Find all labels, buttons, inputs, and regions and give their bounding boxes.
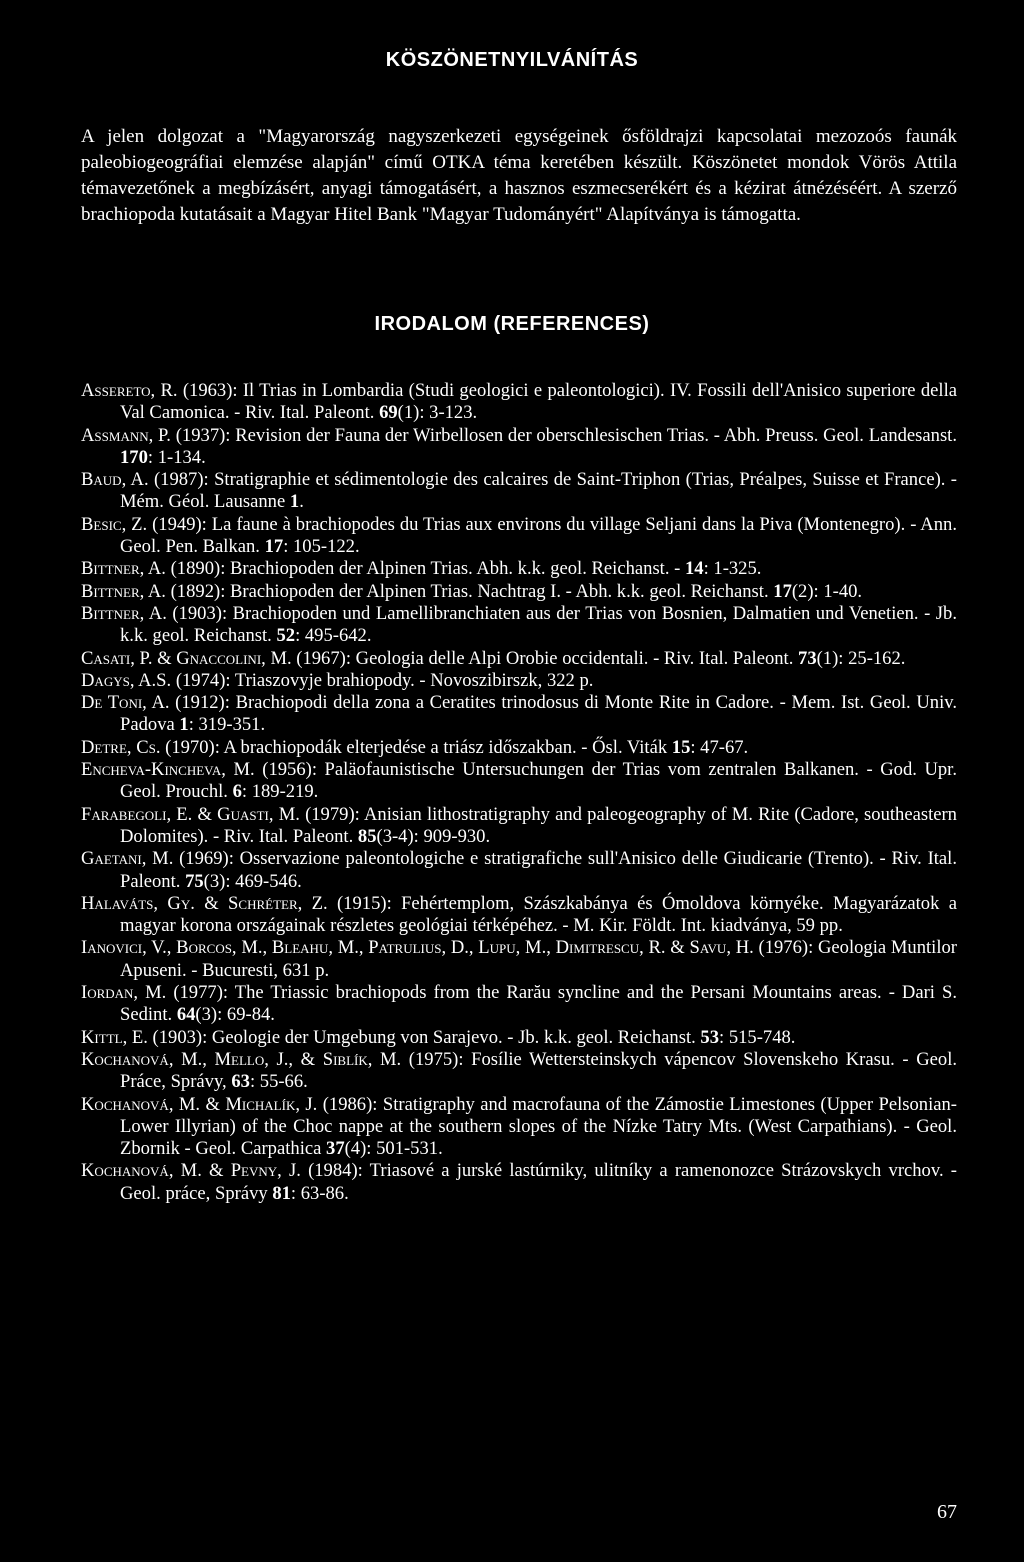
reference-item [81, 1094, 957, 1161]
reference-authors: Kittl, E. [81, 1026, 148, 1048]
reference-item [81, 692, 957, 737]
reference-authors: Dagys, A.S. [81, 669, 172, 691]
page-number: 67 [937, 1501, 957, 1523]
reference-authors: Assereto, R. [81, 380, 178, 401]
reference-authors: Kochanová, M. & Pevny, J. [81, 1160, 301, 1182]
reference-volume: 75 [185, 870, 204, 892]
reference-text: (1937): Revision der Fauna der Wirbellosen der oberschlesischen Trias. - Abh. Preuss. Geol. Landesanst. [170, 424, 957, 446]
reference-pages: : 1-325. [703, 558, 762, 580]
reference-volume: 1 [179, 714, 189, 736]
reference-volume: 15 [671, 736, 691, 758]
reference-authors: Assmann, P. [81, 424, 171, 446]
reference-text: (1956): Paläofaunistische Untersuchungen der Trias vom zentralen Balkanen. - God. Upr. Geol. Prouchl. [120, 759, 957, 803]
reference-text: (1986): Stratigraphy and macrofauna of the Zámostie Limestones (Upper Pelsonian-Lower Illyrian) of the Choc nappe at the southern slopes of the Nízke Tatry Mts. (West Carpathians). - Geol. Zbornik - Geol. Carpathica [120, 1093, 958, 1160]
reference-volume: 1 [289, 491, 300, 513]
reference-pages: : 515-748. [719, 1026, 796, 1048]
reference-item [81, 514, 957, 559]
reference-volume: 52 [276, 625, 296, 647]
reference-pages: (1): 25-162. [816, 647, 906, 669]
reference-item [81, 982, 957, 1027]
reference-pages: : 495-642. [295, 625, 372, 647]
reference-text: (1903): Geologie der Umgebung von Sarajevo. - Jb. k.k. geol. Reichanst. [147, 1026, 701, 1048]
reference-text: (1967): Geologia delle Alpi Orobie occidentali. - Riv. Ital. Paleont. [291, 647, 799, 669]
reference-item [81, 1160, 957, 1205]
reference-volume: 85 [357, 825, 377, 847]
reference-text: (1984): Triasové a jurské lastúrniky, ulitníky a ramenonozce Strázovskych vrchov. - Geol. práce, Správy [120, 1160, 957, 1204]
reference-item [81, 893, 957, 938]
reference-pages: : 63-86. [290, 1182, 349, 1204]
reference-item [81, 848, 957, 893]
reference-text: (1970): A brachiopodák elterjedése a triász időszakban. - Ősl. Viták [160, 736, 672, 758]
reference-pages: : 319-351. [188, 714, 266, 736]
reference-authors: Gaetani, M. [81, 848, 174, 870]
reference-pages: (2): 1-40. [791, 580, 863, 602]
reference-volume: 81 [272, 1182, 291, 1204]
reference-authors: Bittner, A. [81, 580, 166, 602]
reference-item [81, 804, 957, 849]
reference-authors: Bittner, A. [81, 602, 167, 624]
references-title: IRODALOM (REFERENCES) [374, 313, 650, 335]
reference-authors: Kochanová, M. & Michalík, J. [81, 1093, 318, 1115]
reference-pages: (1): 3-123. [397, 402, 478, 424]
reference-pages: (4): 501-531. [344, 1138, 443, 1160]
acknowledgement-body [81, 124, 957, 228]
reference-text: (1987): Stratigraphie et sédimentologie des calcaires de Saint-Triphon (Trias, Préalpes, Suisse et France). - Mém. Géol. Lausanne [120, 469, 957, 513]
reference-text: (1977): The Triassic brachiopods from the Rarău syncline and the Persani Mountains areas. - Dari S. Sedint. [120, 982, 957, 1026]
reference-text: (1963): Il Trias in Lombardia (Studi geologici e paleontologici). IV. Fossili dell'Anisico superiore della Val Camonica. - Riv. Ital. Paleont. [120, 380, 957, 424]
reference-authors: Ianovici, V., Borcos, M., Bleahu, M., Patrulius, D., Lupu, M., Dimitrescu, R. & Savu, H. [81, 937, 754, 959]
reference-item [81, 380, 957, 425]
reference-item [81, 737, 957, 759]
reference-authors: Iordan, M. [81, 982, 167, 1004]
reference-text: (1974): Triaszovyje brahiopody. - Novoszibirszk, 322 p. [171, 669, 594, 691]
reference-pages: (3): 69-84. [195, 1004, 275, 1026]
reference-item [81, 1027, 957, 1049]
reference-pages: . [299, 491, 304, 513]
reference-text: (1976): Geologia Muntilor Apuseni. - Bucuresti, 631 p. [120, 937, 957, 981]
reference-volume: 73 [798, 647, 817, 669]
reference-item [81, 937, 957, 982]
reference-volume: 69 [379, 402, 398, 424]
reference-pages: : 105-122. [283, 536, 360, 558]
reference-volume: 14 [684, 558, 704, 580]
reference-item [81, 558, 957, 580]
reference-authors: Encheva-Kincheva, M. [81, 759, 255, 781]
reference-item [81, 759, 957, 804]
reference-volume: 17 [264, 536, 284, 558]
reference-authors: Farabegoli, E. & Guasti, M. [81, 803, 300, 825]
reference-authors: Detre, Cs. [81, 736, 161, 758]
reference-authors: Halaváts, Gy. & Schréter, Z. [81, 892, 328, 914]
reference-item [81, 648, 957, 670]
reference-text: (1979): Anisian lithostratigraphy and paleogeography of M. Rite (Cadore, southeastern Dolomites). - Riv. Ital. Paleont. [120, 803, 957, 847]
acknowledgement-title: KÖSZÖNETNYILVÁNÍTÁS [385, 49, 639, 71]
reference-volume: 17 [773, 580, 792, 602]
reference-pages: (3-4): 909-930. [376, 825, 491, 847]
reference-list [81, 380, 957, 1205]
reference-text: (1969): Osservazione paleontologiche e stratigrafiche sull'Anisico delle Giudicarie (Trento). - Riv. Ital. Paleont. [120, 848, 957, 892]
reference-text: (1912): Brachiopodi della zona a Ceratites trinodosus di Monte Rite in Cadore. - Mem. Ist. Geol. Univ. Padova [120, 692, 957, 736]
reference-authors: De Toni, A. [81, 692, 170, 714]
reference-text: (1890): Brachiopoden der Alpinen Trias. Abh. k.k. geol. Reichanst. - [165, 558, 685, 580]
reference-item [81, 603, 957, 648]
reference-authors: Baud, A. [81, 469, 149, 491]
reference-authors: Kochanová, M., Mello, J., & Siblík, M. [81, 1048, 402, 1070]
reference-text: (1903): Brachiopoden und Lamellibranchiaten aus der Trias von Bosnien, Dalmatien und Venetien. - Jb. k.k. geol. Reichanst. [120, 602, 957, 647]
reference-text: (1949): La faune à brachiopodes du Trias aux environs du village Seljani dans la Piva (Montenegro). - Ann. Geol. Pen. Balkan. [120, 513, 957, 558]
reference-authors: Besic, Z. [81, 513, 148, 535]
reference-pages: : 1-134. [147, 446, 206, 468]
reference-volume: 64 [176, 1004, 196, 1026]
reference-pages: (3): 469-546. [203, 870, 302, 892]
reference-volume: 63 [231, 1071, 250, 1093]
reference-item [81, 469, 957, 514]
reference-text: (1892): Brachiopoden der Alpinen Trias. Nachtrag I. - Abh. k.k. geol. Reichanst. [165, 580, 774, 602]
reference-authors: Bittner, A. [81, 558, 166, 580]
reference-volume: 6 [232, 781, 242, 803]
reference-item [81, 425, 957, 470]
acknowledgement-paragraph-2: A szerző brachiopoda kutatásait a Magyar Hitel Bank "Magyar Tudományért" Alapítványa is támogatta. [81, 178, 957, 225]
reference-volume: 37 [326, 1138, 345, 1160]
reference-pages: : 55-66. [249, 1071, 308, 1093]
reference-pages: : 47-67. [690, 736, 749, 758]
reference-item [81, 670, 957, 692]
reference-authors: Casati, P. & Gnaccolini, M. [81, 647, 292, 669]
reference-text: (1975): Fosílie Wettersteinskych vápencov Slovenskeho Krasu. - Geol. Práce, Správy, [120, 1048, 958, 1093]
reference-volume: 53 [700, 1026, 720, 1048]
reference-item [81, 1049, 957, 1094]
reference-volume: 170 [120, 446, 148, 468]
acknowledgement-paragraph-1: A jelen dolgozat a "Magyarország nagyszerkezeti egységeinek ősföldrajzi kapcsolatai mezozoós faunák paleobiogeográfiai elemzése alapján" című OTKA téma keretében készült. Köszönetet mondok Vörös Attila témavezetőnek a megbízásért, anyagi támogatásért, a hasznos eszmecserékért és a kézirat átnézéséért. [81, 126, 957, 199]
reference-pages: : 189-219. [241, 781, 319, 803]
reference-item [81, 581, 957, 603]
reference-text: (1915): Fehértemplom, Szászkabánya és Ómoldova környéke. Magyarázatok a magyar korona országainak részletes geológiai térképéhez. - M. Kir. Földt. Int. kiadványa, 59 pp. [120, 892, 957, 937]
